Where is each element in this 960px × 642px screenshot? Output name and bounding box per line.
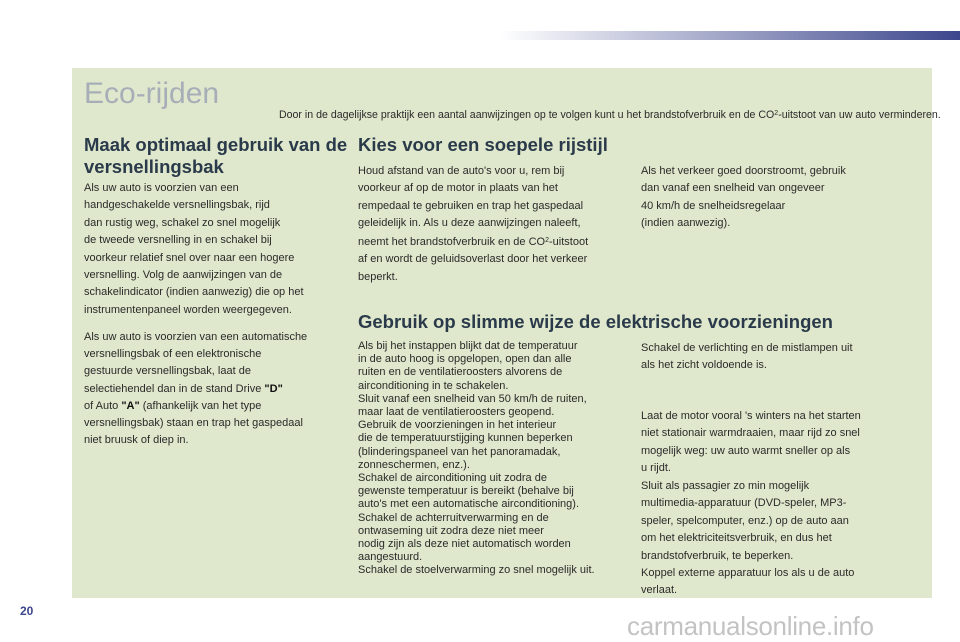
intro-text-end: -uitstoot van uw auto verminderen. (778, 109, 941, 121)
electrical-paragraph-engine: Laat de motor vooral 's winters na het starten niet stationair warmdraaien, maar rijd zo snel mogelijk weg: uw auto warmt sneller op als u rijdt. (641, 410, 861, 475)
co2-subscript: 2 (545, 237, 550, 245)
watermark: carmanualsonline.info (627, 611, 874, 641)
intro-text-start: Door in de dagelijkse praktijk een aantal aanwijzingen op te volgen kunt u het brandstofverbruik en de CO (279, 109, 775, 121)
header-accent-bar (500, 31, 960, 40)
page-number: 20 (20, 604, 34, 618)
intro-co2-subscript: 2 (774, 110, 779, 117)
intro-text (279, 107, 941, 122)
electrical-paragraph-multimedia: Sluit als passagier zo min mogelijk multimedia-apparatuur (DVD-speler, MP3- speler, spelcomputer, enz.) op de auto aan om het elektriciteitsverbruik, en dus het brandstofverbruik, te beperken. Koppel externe apparatuur los als u de auto verlaat. (641, 480, 855, 597)
gearbox-auto-text-1: Als uw auto is voorzien van een automatische versnellingsbak of een elektronische gestuurde versnellingsbak, laat de selectiehendel dan in de stand Drive (84, 331, 308, 395)
smooth-driving-paragraph-2: Als het verkeer goed doorstroomt, gebruik dan vanaf een snelheid van ongeveer 40 km/h de snelheidsregelaar (indien aanwezig). (641, 165, 846, 229)
heading-gearbox: Maak optimaal gebruik van de versnellingsbak (84, 134, 348, 177)
gearbox-auto-text-2: of Auto (84, 399, 119, 412)
smooth-driving-paragraph-1 (358, 163, 620, 286)
heading-smooth-driving: Kies voor een soepele rijstijl (358, 134, 608, 155)
auto-mode-label: "A" (121, 399, 140, 412)
smooth-driving-text-1: Houd afstand van de auto's voor u, rem bij voorkeur af op de motor in plaats van het rempedaal te gebruiken en trap het gaspedaal geleidelijk in. Als u deze aanwijzingen naleeft, neemt het brandstofverbruik en de CO (358, 165, 584, 249)
heading-electrical: Gebruik op slimme wijze de elektrische voorzieningen (358, 311, 833, 332)
smooth-driving-text-2: -uitstoot af en wordt de geluidsoverlast door het verkeer beperkt. (358, 236, 589, 283)
page-title: Eco-rijden (84, 77, 220, 110)
gearbox-automatic-paragraph (84, 329, 346, 449)
gearbox-manual-paragraph: Als uw auto is voorzien van een handgeschakelde versnellingsbak, rijd dan rustig weg, schakel zo snel mogelijk de tweede versnelling in en schakel bij voorkeur relatief snel over naar een hogere versnelling. Volg de aanwijzingen van de schakelindicator (indien aanwezig) die op het instrumentenpaneel worden weergegeven. (84, 182, 304, 316)
gearbox-auto-text-3: (afhankelijk van het type versnellingsbak) staan en trap het gaspedaal niet bruusk of diep in. (84, 399, 303, 447)
drive-mode-label: "D" (264, 382, 283, 395)
electrical-paragraph-climate: Als bij het instappen blijkt dat de temperatuur in de auto hoog is opgelopen, open dan alle ruiten en de ventilatieroosters alvorens de airconditioning in te schakelen. Sluit vanaf een snelheid van 50 km/h de ruiten, maar laat de ventilatieroosters geopend. Gebruik de voorzieningen in het interieur die de temperatuurstijging kunnen beperken (blinderingspaneel van het panoramadak, zonneschermen, enz.). Schakel de airconditioning uit zodra de gewenste temperatuur is bereikt (behalve bij auto's met een automatische airconditioning). Schakel de achterruitverwarming en de ontwaseming uit zodra deze niet meer nodig zijn als deze niet automatisch worden aangestuurd. Schakel de stoelverwarming zo snel mogelijk uit. (358, 340, 595, 577)
electrical-paragraph-lights: Schakel de verlichting en de mistlampen uit als het zicht voldoende is. (641, 342, 853, 372)
